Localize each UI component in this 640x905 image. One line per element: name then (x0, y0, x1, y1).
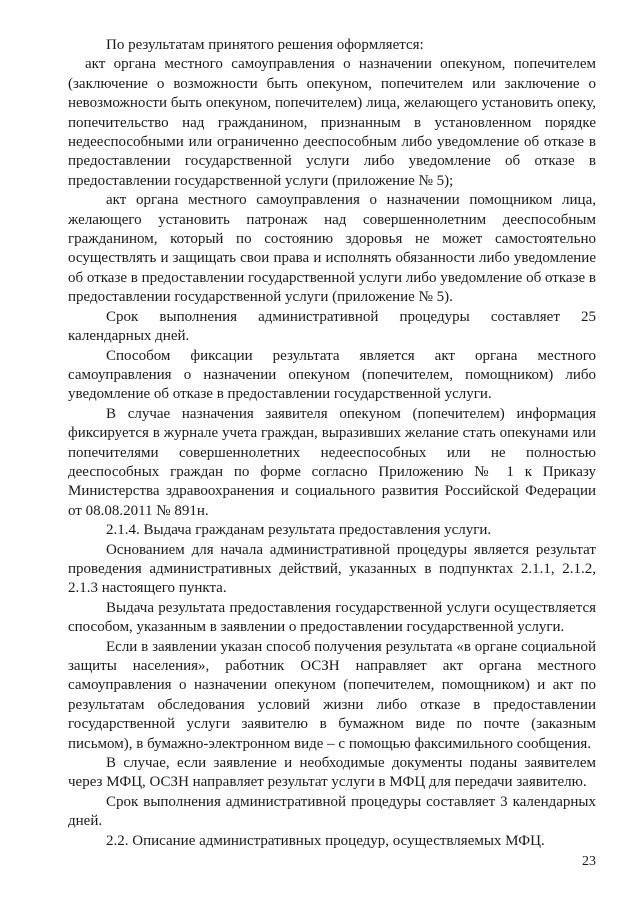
section-heading-2-2: 2.2. Описание административных процедур, осуществляемых МФЦ. (106, 832, 545, 849)
paragraph-guardian-act: акт органа местного самоуправления о назначении опекуном, попечителем (заключение о возможности быть опекуном, попечителем или заключение о невозможности быть опекуном, попечителем) лица, желающего установить опеку, попечительство над гражданином, признанным в установленном порядке недееспособными или ограниченно дееспособным либо уведомление об отказе в предоставлении государственной услуги либо уведомление об отказе в предоставлении государственной услуги (приложение № 5); (68, 56, 596, 189)
page-number: 23 (582, 854, 596, 869)
paragraph-delivery-options: Если в заявлении указан способ получения результата «в органе социальной защиты населения», работник ОСЗН направляет акт органа местного самоуправления о назначении опекуном (попечителем, помощником) и акт по результатам обследования условий жизни либо отказе в предоставлении государственной услуги заявителю в бумажном виде по почте (заказным письмом), в бумажно-электронном виде – с помощью факсимильного сообщения. (68, 638, 596, 752)
paragraph-fixation-method: Способом фиксации результата является акт органа местного самоуправления о назначении опекуном (попечителем, помощником) либо уведомление об отказе в предоставлении государственной услуги. (68, 347, 596, 403)
paragraph-assistant-act: акт органа местного самоуправления о назначении помощником лица, желающего установить патронаж над совершеннолетним дееспособным гражданином, который по состоянию здоровья не может самостоятельно осуществлять и защищать свои права и исполнять обязанности либо уведомление об отказе в предоставлении государственной услуги либо уведомление об отказе в предоставлении государственной услуги (приложение № 5). (68, 192, 596, 306)
paragraph-journal-registration: В случае назначения заявителя опекуном (попечителем) информация фиксируется в журнале учета граждан, выразивших желание стать опекунами или попечителями совершеннолетних недееспособных или не полностью дееспособных граждан по форме согласно Приложению № 1 к Приказу Министерства здравоохранения и социального развития Российской Федерации от 08.08.2011 № 891н. (68, 405, 596, 519)
paragraph-mfc-submission: В случае, если заявление и необходимые документы поданы заявителем через МФЦ, ОСЗН направляет результат услуги в МФЦ для передачи заявителю. (68, 755, 596, 791)
paragraph-result-intro: По результатам принятого решения оформляется: (106, 37, 424, 53)
section-heading-2-1-4: 2.1.4. Выдача гражданам результата предоставления услуги. (106, 522, 492, 539)
document-page (68, 36, 596, 851)
paragraph-deadline-3: Срок выполнения административной процедуры составляет 3 календарных дней. (68, 793, 596, 830)
paragraph-procedure-basis: Основанием для начала административной процедуры является результат проведения административных действий, указанных в подпунктах 2.1.1, 2.1.2, 2.1.3 настоящего пункта. (68, 541, 596, 597)
paragraph-deadline-25: Срок выполнения административной процедуры составляет 25 календарных дней. (68, 308, 596, 345)
paragraph-issuance-method: Выдача результата предоставления государственной услуги осуществляется способом, указанным в заявлении о предоставлении государственной услуги. (68, 599, 596, 636)
